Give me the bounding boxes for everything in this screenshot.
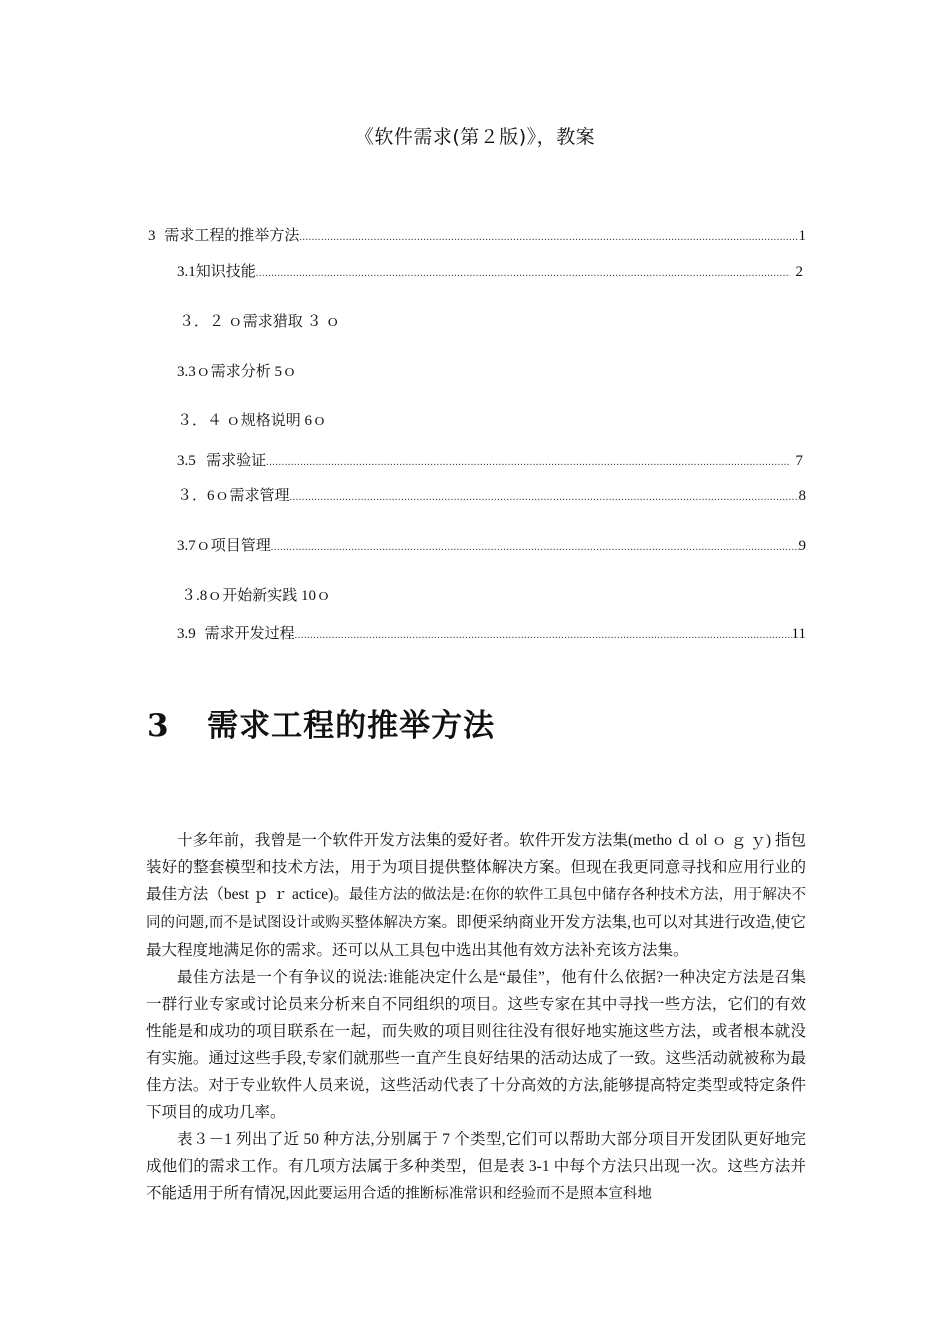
paragraph (146, 827, 806, 964)
toc-entry[interactable] (177, 262, 803, 284)
toc-entry-number: ３．6ｏ (177, 488, 230, 504)
paragraph-text: 十多年前，我曾是一个软件开发方法集的爱好者。软件开发方法集(metho ｄ ol ｏ ｇ ｙ) 指包装好的整套模型和技术方法，用于为项目提供整体解决方案。但现在我更同意寻找和应用行业的最佳方法（best ｐ ｒ actice)。 (146, 832, 806, 903)
toc-entry[interactable] (148, 226, 806, 248)
toc-entry[interactable] (177, 624, 806, 646)
body-text (146, 827, 806, 1208)
document-title: 《软件需求(第２版)》，教案 (354, 126, 596, 148)
toc-entry[interactable] (177, 536, 806, 558)
toc-entry-number: 3 (148, 228, 156, 244)
toc-entry-number: 3.9 (177, 626, 196, 642)
paragraph (146, 964, 806, 1126)
toc-entry[interactable]: ３．２ ｏ需求猎取 ３ ｏ (179, 314, 341, 330)
toc-entry-page: 9 (798, 538, 806, 554)
paragraph-text: 即便采纳商业开发方法集,也可以对其进行改造,使它最大程度地满足你的需求。还可以从工具包中选出其他有效方法补充该方法集。 (146, 914, 806, 959)
section-heading (147, 700, 495, 745)
toc-entry-page: 11 (791, 626, 806, 642)
paragraph-text: 最佳方法是一个有争议的说法:谁能决定什么是“最佳”，他有什么依据?一种决定方法是召集一群行业专家或讨论员来分析来自不同组织的项目。这些专家在其中寻找一些方法，它们的有效性能是和成功的项目联系在一起，而失败的项目则往往没有很好地实施这些方法，或者根本就没有实施。通过这些手段,专家们就那些一直产生良好结果的活动达成了一致。这些活动就被称为最佳方法。对于专业软件人员来说，这些活动代表了十分高效的方法,能够提高特定类型或特定条件下项目的成功几率。 (146, 969, 806, 1121)
toc-leader (271, 538, 799, 558)
toc-leader (256, 264, 790, 284)
toc-entry[interactable]: ３．４ ｏ规格说明 6ｏ (177, 413, 328, 429)
toc-entry-page: 7 (795, 453, 803, 469)
toc-entry-number: 3.7ｏ (177, 538, 211, 554)
paragraph-text: 表３－1 列出了近 50 种方法,分别属于 7 个类型,它们可以帮助大部分项目开发团队更好地完成他们的需求工作。有几项方法属于多种类型，但是表 3-1 中每个方法只出现一次。这些方法并不能适用于所有情况, (146, 1131, 806, 1202)
toc-entry[interactable] (177, 486, 806, 508)
paragraph (146, 1126, 806, 1208)
paragraph-emphasis: 因此要运用合适的推断标准常识和经验而不是照本宣科地 (289, 1186, 652, 1202)
paragraph-emphasis: 最佳方法的做法是:在你的软件工具包中储存各种技术方法，用于解决不同的问题,而不是试图设计或购买整体解决方案。 (146, 887, 807, 931)
toc-entry[interactable]: 3.3ｏ需求分析 5ｏ (177, 364, 298, 380)
toc-entry-number: 3.1 (177, 264, 196, 280)
toc-leader (290, 488, 799, 508)
toc-entry-label: 需求工程的推举方法 (164, 228, 300, 244)
toc-entry-label: 需求验证 (206, 453, 267, 469)
toc-entry-number: 3.5 (177, 453, 196, 469)
toc-entry-page: 8 (798, 488, 806, 504)
toc-entry-label: 知识技能 (195, 264, 256, 280)
toc-entry[interactable]: ３.8ｏ开始新实践 10ｏ (181, 588, 332, 604)
toc-entry[interactable] (177, 451, 803, 473)
section-title: 需求工程的推举方法 (207, 708, 496, 744)
toc-leader (266, 453, 789, 473)
toc-entry-label: 项目管理 (210, 538, 271, 554)
toc-entry-label: 需求开发过程 (204, 626, 295, 642)
toc-leader (299, 228, 798, 248)
toc-entry-page: 1 (798, 228, 806, 244)
toc-entry-page: 2 (795, 264, 803, 280)
section-number: 3 (147, 708, 170, 744)
toc-entry-label: 需求管理 (229, 488, 290, 504)
toc-leader (295, 626, 792, 646)
